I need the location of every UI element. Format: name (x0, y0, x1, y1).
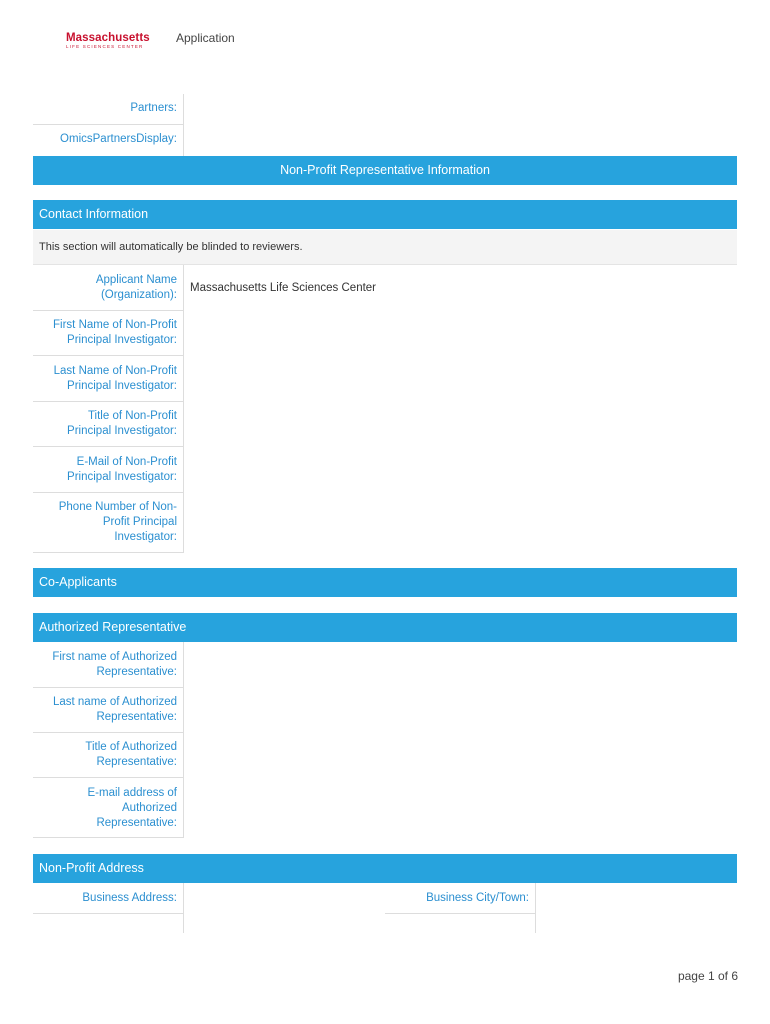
section-header-co-applicants: Co-Applicants (33, 568, 737, 597)
section-header-authorized-rep: Authorized Representative (33, 613, 737, 642)
label-line: Representative: (96, 711, 177, 723)
label-line: Principal Investigator: (67, 471, 177, 483)
page-indicator: page 1 of 6 (677, 969, 738, 983)
pi-title-label (33, 409, 177, 439)
logo-sub-text: LIFE SCIENCES CENTER (66, 44, 144, 49)
partners-divider (183, 94, 184, 157)
auth-last-name-label (33, 695, 177, 725)
label-line: Representative: (96, 666, 177, 678)
label-line: First name of Authorized (52, 651, 177, 663)
label-line: Title of Authorized (85, 741, 177, 753)
blinded-notice: This section will automatically be blinded to reviewers. (33, 230, 737, 265)
row-separator (33, 777, 183, 778)
row-separator (33, 492, 183, 493)
pi-phone-label (33, 500, 177, 545)
section-header-contact-info: Contact Information (33, 200, 737, 229)
contact-divider (183, 265, 184, 553)
label-line: First Name of Non-Profit (53, 319, 177, 331)
auth-email-label (33, 786, 177, 831)
label-line: E-Mail of Non-Profit (76, 456, 177, 468)
label-line: Representative: (96, 817, 177, 829)
auth-first-name-label (33, 650, 177, 680)
pi-email-label (33, 455, 177, 485)
address-divider-right (535, 883, 536, 933)
section-header-nonprofit-address: Non-Profit Address (33, 854, 737, 883)
label-line: E-mail address of (87, 787, 177, 799)
row-separator (33, 732, 183, 733)
authorized-divider (183, 642, 184, 838)
pi-last-name-label (33, 364, 177, 394)
label-line: Principal Investigator: (67, 425, 177, 437)
auth-title-label (33, 740, 177, 770)
row-separator (33, 355, 183, 356)
label-line: Phone Number of Non- (58, 501, 177, 513)
label-line: Last name of Authorized (52, 696, 177, 708)
row-separator (33, 401, 183, 402)
row-separator (33, 913, 183, 914)
mlsc-logo (66, 32, 162, 54)
address-divider-left (183, 883, 184, 933)
row-separator (33, 837, 183, 838)
label-line: Authorized (122, 802, 177, 814)
pi-first-name-label (33, 318, 177, 348)
row-separator (33, 687, 183, 688)
label-line: Last Name of Non-Profit (53, 365, 177, 377)
applicant-name-label (33, 273, 177, 303)
label-line: Representative: (96, 756, 177, 768)
label-line: Title of Non-Profit (87, 410, 177, 422)
row-separator (385, 913, 535, 914)
row-separator (33, 310, 183, 311)
row-separator (33, 446, 183, 447)
label-line: Principal Investigator: (67, 334, 177, 346)
row-separator (33, 124, 183, 125)
label-line: Profit Principal (102, 516, 177, 528)
label-line: Principal Investigator: (67, 380, 177, 392)
label-line: Applicant Name (95, 274, 177, 286)
row-separator (33, 552, 183, 553)
partners-label: Partners: (130, 102, 177, 114)
omics-partners-label: OmicsPartnersDisplay: (60, 133, 177, 145)
applicant-name-value: Massachusetts Life Sciences Center (190, 282, 377, 294)
business-address-label: Business Address: (82, 892, 177, 904)
page-title: Application (176, 31, 235, 45)
business-city-label: Business City/Town: (426, 892, 529, 904)
logo-main-text: Massachusetts (66, 32, 150, 44)
label-line: Investigator: (114, 531, 177, 543)
label-line: (Organization): (100, 289, 177, 301)
section-header-nonprofit-rep: Non-Profit Representative Information (33, 156, 737, 185)
